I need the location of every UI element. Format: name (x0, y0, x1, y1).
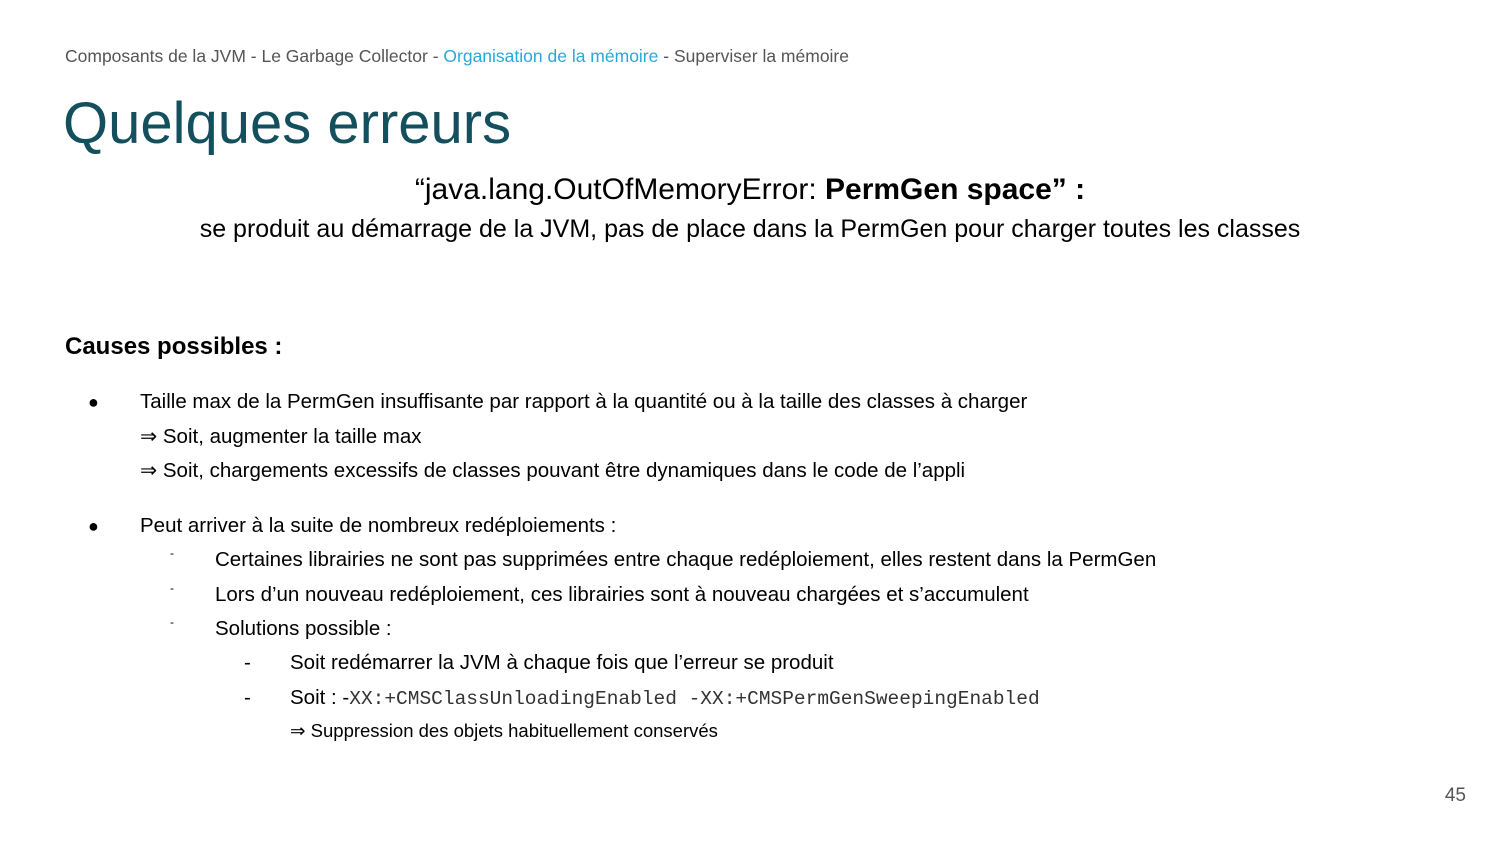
causes-heading: Causes possibles : (65, 333, 283, 360)
cause-2-text: Peut arriver à la suite de nombreux redéploiements : (140, 514, 617, 537)
solution-1: Soit redémarrer la JVM à chaque fois que l’erreur se produit (290, 651, 834, 674)
cause-2-sub-1: Certaines librairies ne sont pas supprimées entre chaque redéploiement, elles restent dans la PermGen (215, 548, 1157, 571)
dash-marker-icon: - (170, 581, 174, 595)
bullet-icon: ● (88, 516, 99, 536)
breadcrumb-separator: - (427, 46, 444, 66)
hyphen-marker: - (244, 651, 251, 674)
cause-2-sub-2: Lors d’un nouveau redéploiement, ces librairies sont à nouveau chargées et s’accumulent (215, 583, 1029, 606)
error-prefix: “java.lang.OutOfMemoryError: (414, 173, 825, 206)
arrow-icon: ⇒ (140, 425, 158, 448)
arrow-icon: ⇒ (290, 720, 306, 741)
breadcrumb-item-composants[interactable]: Composants de la JVM (65, 46, 246, 66)
slide-title: Quelques erreurs (63, 91, 512, 156)
error-description: se produit au démarrage de la JVM, pas de place dans la PermGen pour charger toutes les classes (199, 215, 1301, 243)
solution-2-result (290, 717, 718, 745)
hyphen-marker: - (244, 686, 251, 709)
cause-2-sub-3: Solutions possible : (215, 617, 392, 640)
error-message (0, 170, 1500, 210)
breadcrumb-separator: - (245, 46, 262, 66)
dash-marker-icon: - (170, 615, 174, 629)
error-bold: PermGen space” : (825, 173, 1086, 206)
breadcrumb-item-superviser-memoire[interactable]: Superviser la mémoire (673, 46, 849, 66)
breadcrumb-item-organisation-memoire[interactable]: Organisation de la mémoire (443, 46, 659, 66)
jvm-options-code: XX:+CMSClassUnloadingEnabled -XX:+CMSPermGenSweepingEnabled (349, 688, 1040, 710)
solution-2 (290, 684, 1040, 713)
breadcrumb-item-garbage-collector[interactable]: Le Garbage Collector (261, 46, 428, 66)
cause-1-sub-2 (140, 457, 965, 485)
breadcrumb (65, 46, 849, 67)
cause-1-sub-1-text: Soit, augmenter la taille max (157, 425, 422, 448)
error-block (0, 170, 1500, 247)
arrow-icon: ⇒ (140, 459, 158, 482)
bullet-icon: ● (88, 392, 99, 412)
cause-1-sub-1 (140, 423, 422, 451)
cause-1-text: Taille max de la PermGen insuffisante par rapport à la quantité ou à la taille des classes à charger (140, 390, 1028, 413)
dash-marker-icon: - (170, 546, 174, 560)
breadcrumb-separator: - (658, 46, 674, 66)
solution-2-result-text: Suppression des objets habituellement conservés (305, 720, 718, 741)
cause-1-sub-2-text: Soit, chargements excessifs de classes pouvant être dynamiques dans le code de l’appli (157, 459, 966, 482)
solution-2-prefix: Soit : - (290, 686, 350, 709)
page-number: 45 (1444, 785, 1466, 806)
